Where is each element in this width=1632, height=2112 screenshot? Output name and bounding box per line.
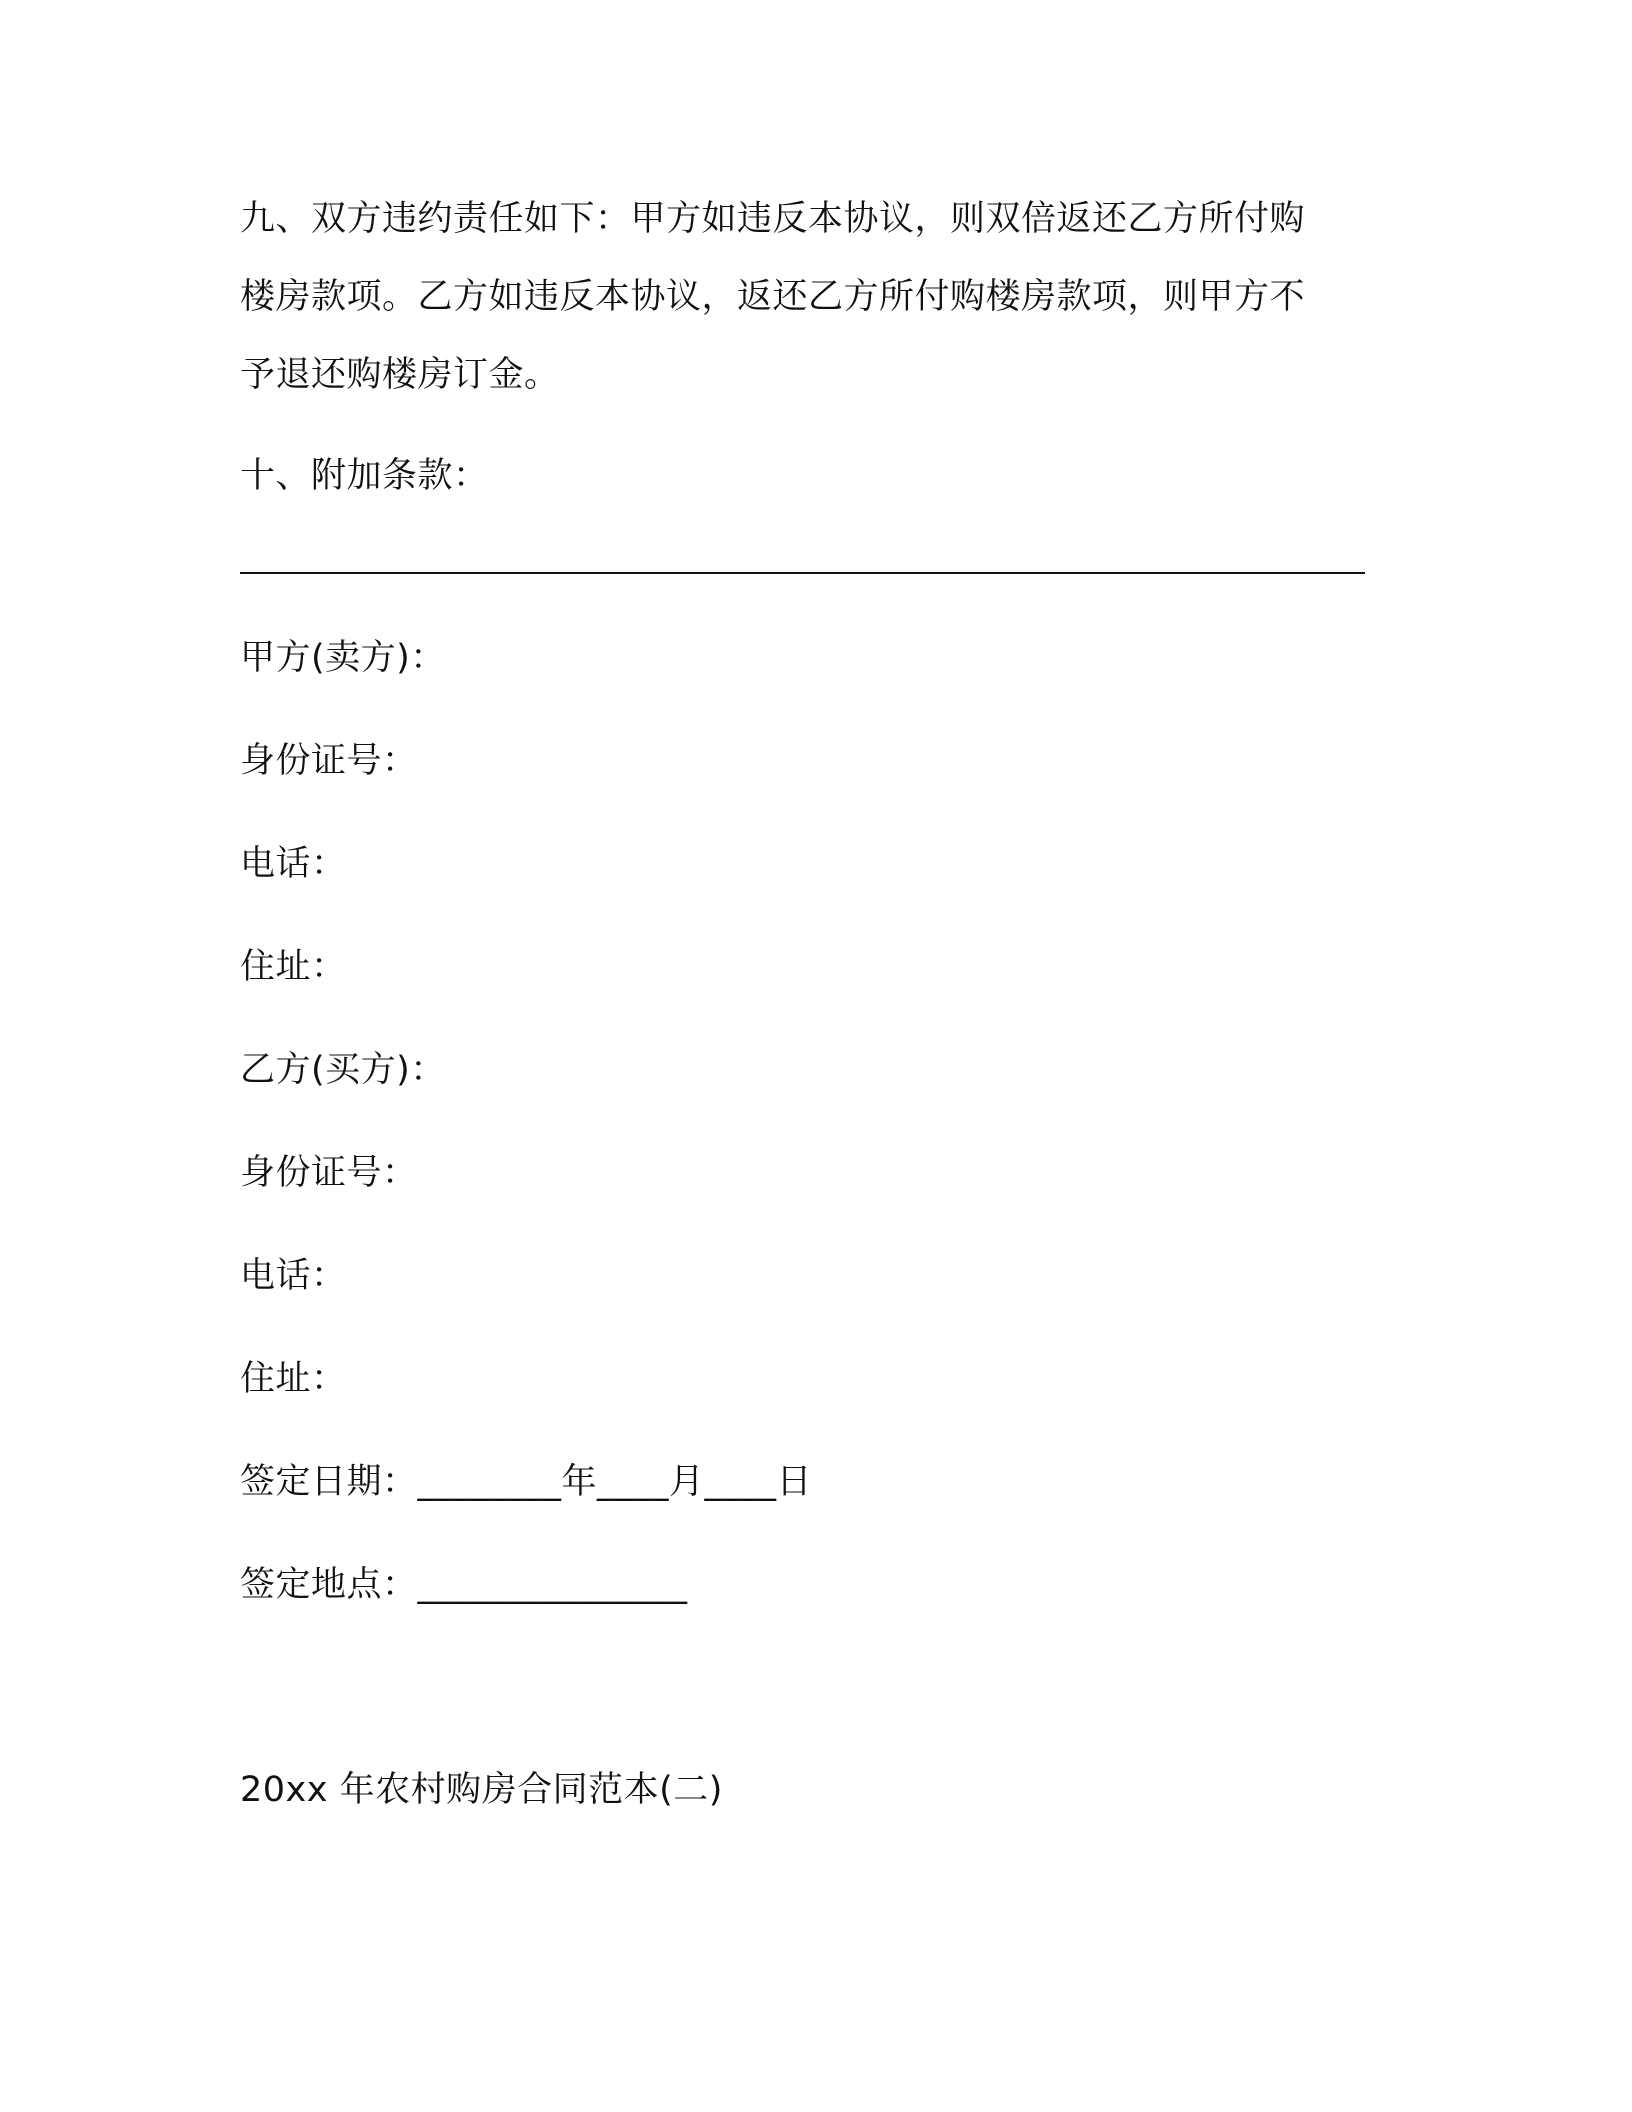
party-a-phone-label: 电话： (240, 844, 347, 884)
party-b-label: 乙方(买方)： (240, 1050, 446, 1090)
signing-date-line: 签定日期：________年____月____日 (240, 1462, 813, 1502)
party-a-id-label: 身份证号： (240, 741, 418, 781)
party-b-id-label: 身份证号： (240, 1153, 418, 1193)
signing-place-line: 签定地点：_______________ (240, 1565, 688, 1605)
clause-nine-line: 予退还购楼房订金。 (240, 355, 560, 395)
party-b-phone-label: 电话： (240, 1256, 347, 1296)
additional-terms-blank-line (240, 572, 1365, 574)
clause-nine-line: 楼房款项。乙方如违反本协议，返还乙方所付购楼房款项，则甲方不 (240, 277, 1306, 317)
party-a-address-label: 住址： (240, 947, 347, 987)
party-a-label: 甲方(卖方)： (240, 638, 446, 678)
clause-nine-paragraph (240, 180, 1365, 414)
party-b-address-label: 住址： (240, 1359, 347, 1399)
clause-nine-line: 九、双方违约责任如下：甲方如违反本协议，则双倍返还乙方所付购 (240, 199, 1306, 239)
clause-ten-heading: 十、附加条款： (240, 456, 489, 496)
next-section-title: 20xx 年农村购房合同范本(二) (240, 1770, 723, 1810)
